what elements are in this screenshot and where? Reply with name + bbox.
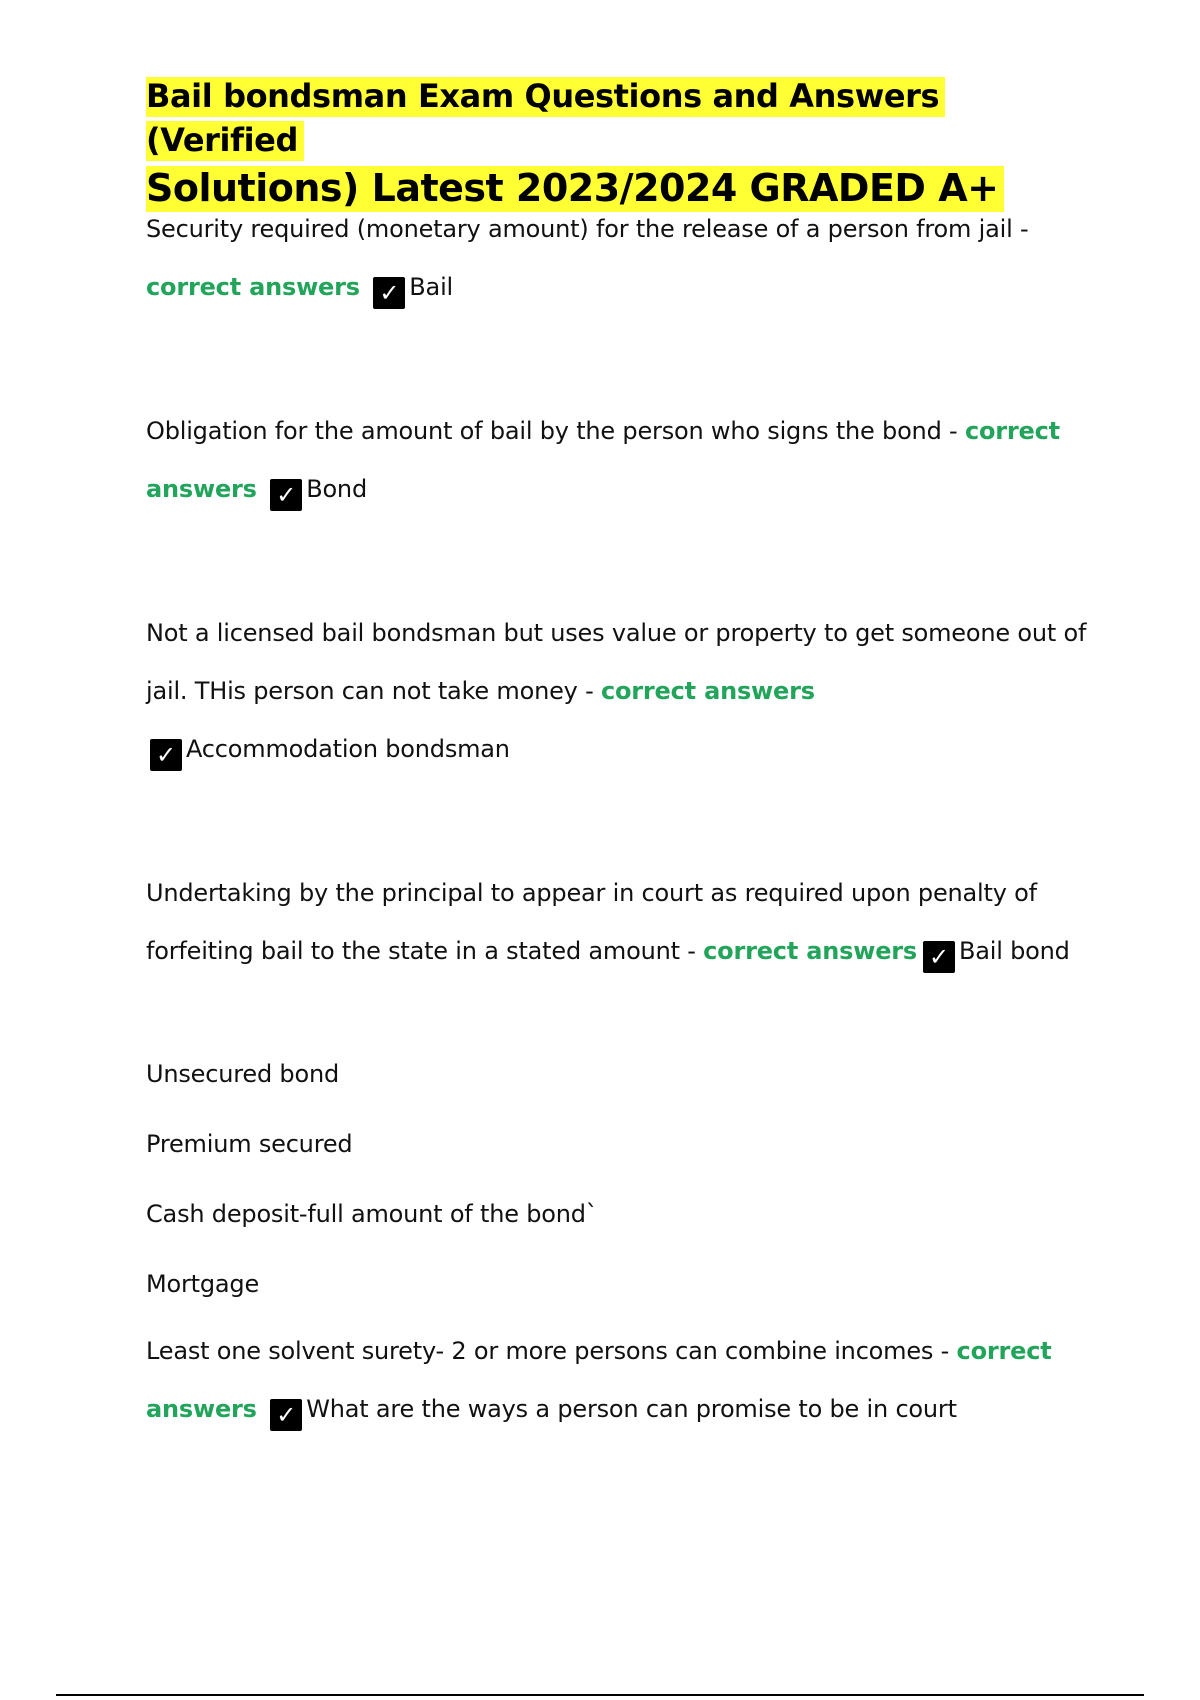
- document-title: [146, 74, 1096, 214]
- question-text: Not a licensed bail bondsman but uses value or property to get someone out of jail. THis person can not take money -: [146, 619, 1087, 705]
- correct-answers-label: correct answers: [146, 417, 1060, 503]
- spacer: [146, 980, 1096, 1056]
- spacer: [146, 316, 1096, 402]
- correct-answers-label: correct answers: [703, 937, 917, 965]
- checkmark-icon: ✓: [373, 277, 405, 309]
- question-text: Security required (monetary amount) for the release of a person from jail -: [146, 215, 1029, 243]
- checkmark-icon: ✓: [923, 941, 955, 973]
- document-content: [146, 74, 1096, 1438]
- checkmark-icon: ✓: [150, 739, 182, 771]
- list-line-3: Cash deposit-full amount of the bond`: [146, 1200, 598, 1228]
- checkmark-icon: ✓: [270, 1399, 302, 1431]
- qa-item-3: [146, 604, 1096, 778]
- answer-text: Bond: [306, 475, 367, 503]
- answer-text: What are the ways a person can promise to be in court: [306, 1395, 957, 1423]
- correct-answers-label: correct answers: [600, 677, 815, 705]
- spacer: [146, 518, 1096, 604]
- question-text: Obligation for the amount of bail by the person who signs the bond -: [146, 417, 965, 445]
- title-highlight-1: Bail bondsman Exam Questions and Answers (Verified: [146, 77, 945, 161]
- spacer: [146, 778, 1096, 864]
- question-text: Least one solvent surety- 2 or more persons can combine incomes -: [146, 1337, 957, 1365]
- qa-item-4: [146, 864, 1096, 980]
- correct-answers-label: correct answers: [146, 1337, 1052, 1423]
- answer-text: Bail bond: [959, 937, 1070, 965]
- qa-item-1: [146, 200, 1096, 316]
- correct-answers-label: correct answers: [146, 273, 360, 301]
- list-line-4: Mortgage: [146, 1270, 260, 1298]
- list-line-1: Unsecured bond: [146, 1060, 339, 1088]
- checkmark-icon: ✓: [270, 479, 302, 511]
- list-line-2: Premium secured: [146, 1130, 353, 1158]
- answer-text: Bail: [409, 273, 454, 301]
- question-text: Undertaking by the principal to appear in court as required upon penalty of forfeiting bail to the state in a stated amount -: [146, 879, 1037, 965]
- answer-text: Accommodation bondsman: [186, 735, 510, 763]
- qa-item-5: [146, 1322, 1096, 1438]
- footer-divider: [56, 1694, 1144, 1696]
- title-line-1: [146, 74, 1096, 162]
- qa-item-2: [146, 402, 1096, 518]
- title-highlight-2: Solutions) Latest 2023/2024 GRADED A+: [146, 166, 1004, 212]
